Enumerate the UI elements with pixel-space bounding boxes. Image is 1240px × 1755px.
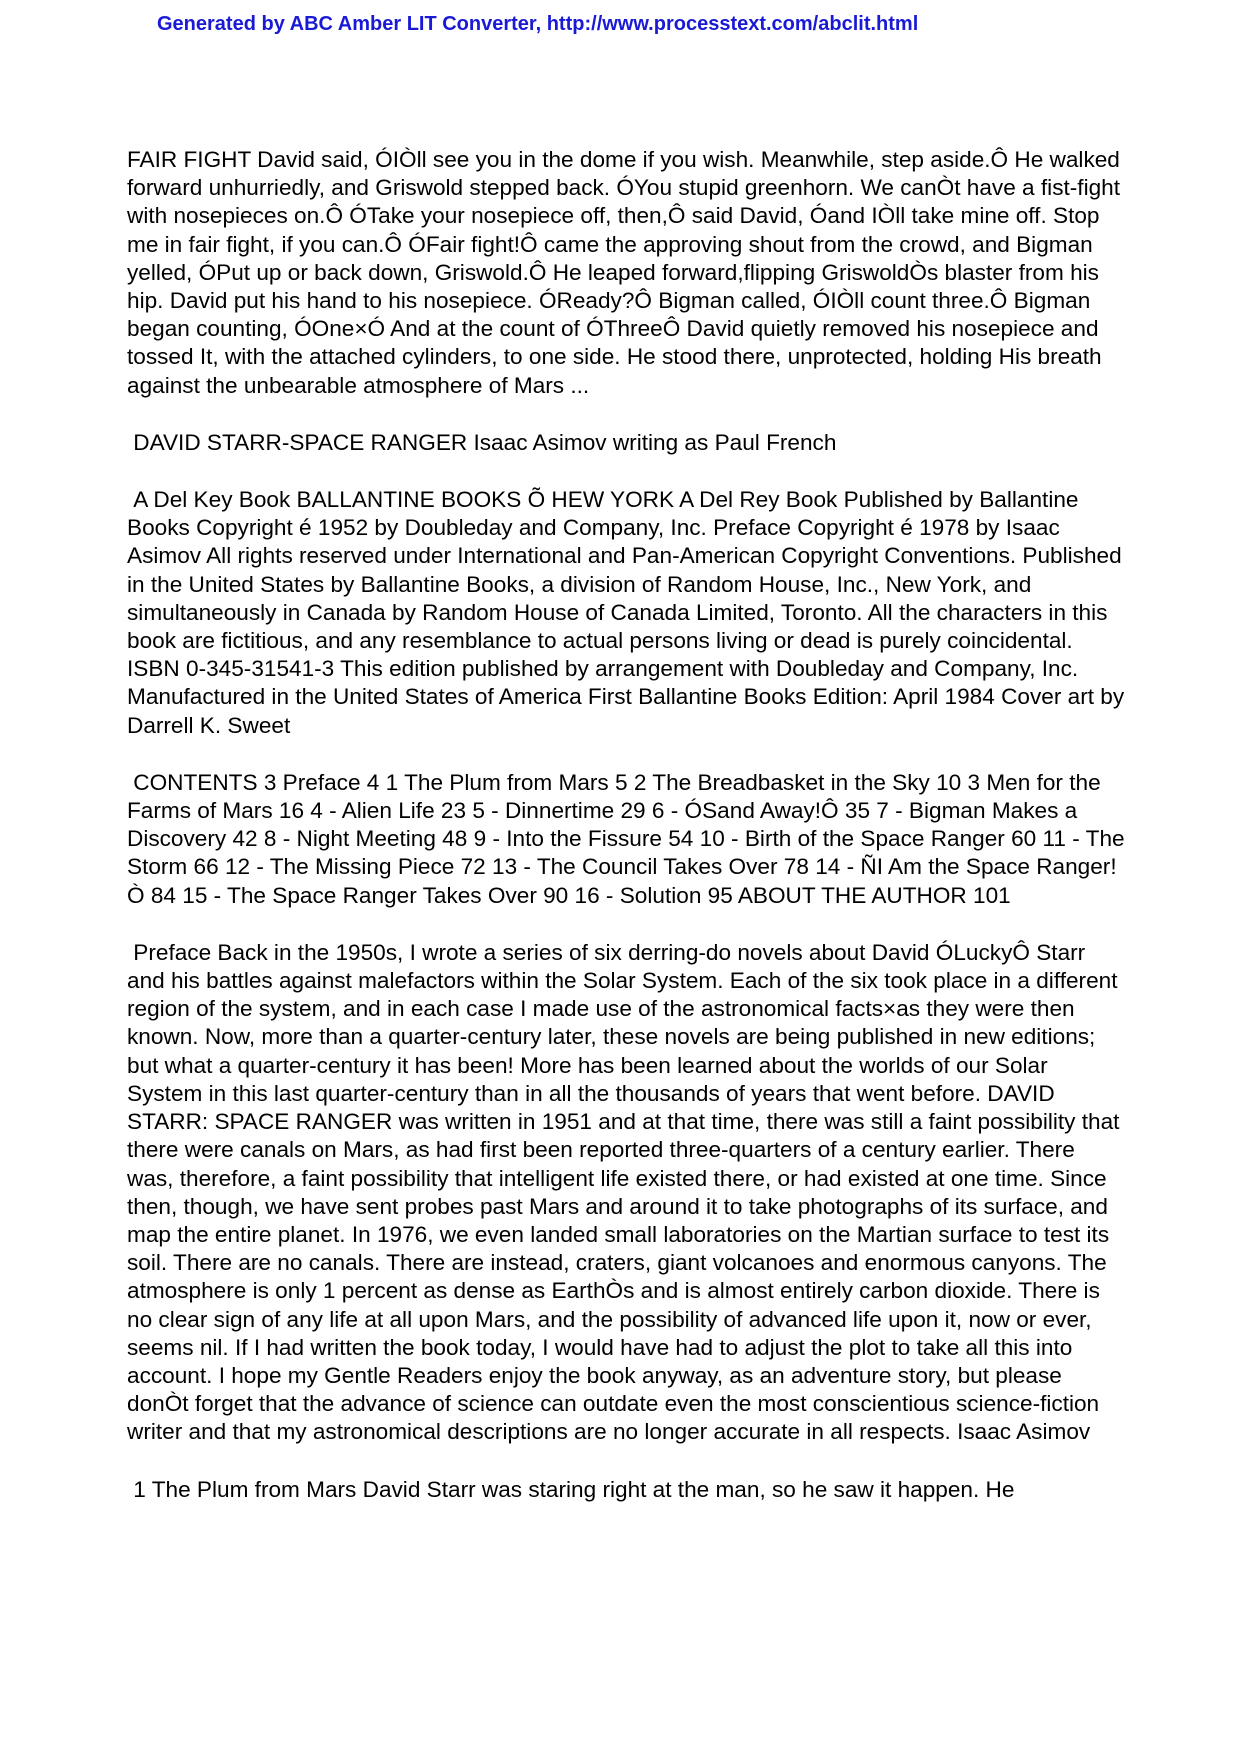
generator-header-link[interactable]: Generated by ABC Amber LIT Converter, http://www.processtext.com/abclit.html xyxy=(157,13,919,35)
document-body xyxy=(127,146,1131,1533)
title-line: DAVID STARR-SPACE RANGER Isaac Asimov writing as Paul French xyxy=(127,429,837,455)
contents-paragraph: CONTENTS 3 Preface 4 1 The Plum from Mars 5 2 The Breadbasket in the Sky 10 3 Men for the Farms of Mars 16 4 - Alien Life 23 5 - Dinnertime 29 6 - ÓSand Away!Ô 35 7 - Bigman Makes a Discovery 42 8 - Night Meeting 48 9 - Into the Fissure 54 10 - Birth of the Space Ranger 60 11 - The Storm 66 12 - The Missing Piece 72 13 - The Council Takes Over 78 14 - ÑI Am the Space Ranger!Ò 84 15 - The Space Ranger Takes Over 90 16 - Solution 95 ABOUT THE AUTHOR 101 xyxy=(127,769,1131,908)
copyright-paragraph: A Del Key Book BALLANTINE BOOKS Õ HEW YORK A Del Rey Book Published by Ballantine Books Copyright é 1952 by Doubleday and Company, Inc. Preface Copyright é 1978 by Isaac Asimov All rights reserved under International and Pan-American Copyright Conventions. Published in the United States by Ballantine Books, a division of Random House, Inc., New York, and simultaneously in Canada by Random House of Canada Limited, Toronto. All the characters in this book are fictitious, and any resemblance to actual persons living or dead is purely coincidental. ISBN 0-345-31541-3 This edition published by arrangement with Doubleday and Company, Inc. Manufactured in the United States of America First Ballantine Books Edition: April 1984 Cover art by Darrell K. Sweet xyxy=(127,487,1131,738)
back-cover-blurb: FAIR FIGHT David said, ÓIÒll see you in the dome if you wish. Meanwhile, step aside.Ô He walked forward unhurriedly, and Griswold stepped back. ÓYou stupid greenhorn. We canÒt have a fist-fight with nosepieces on.Ô ÓTake your nosepiece off, then,Ô said David, Óand IÒll take mine off. Stop me in fair fight, if you can.Ô ÓFair fight!Ô came the approving shout from the crowd, and Bigman yelled, ÓPut up or back down, Griswold.Ô He leaped forward,flipping GriswoldÒs blaster from his hip. David put his hand to his nosepiece. ÓReady?Ô Bigman called, ÓIÒll count three.Ô Bigman began counting, ÓOne×Ó And at the count of ÓThreeÔ David quietly removed his nosepiece and tossed It, with the attached cylinders, to one side. He stood there, unprotected, holding His breath against the unbearable atmosphere of Mars ... xyxy=(127,147,1127,398)
chapter-one-start: 1 The Plum from Mars David Starr was staring right at the man, so he saw it happen. He xyxy=(127,1476,1015,1502)
preface-paragraph: Preface Back in the 1950s, I wrote a series of six derring-do novels about David ÓLuckyÔ Starr and his battles against malefactors within the Solar System. Each of the six took place in a different region of the system, and in each case I made use of the astronomical facts×as they were then known. Now, more than a quarter-century later, these novels are being published in new editions; but what a quarter-century it has been! More has been learned about the worlds of our Solar System in this last quarter-century than in all the thousands of years that went before. DAVID STARR: SPACE RANGER was written in 1951 and at that time, there was still a faint possibility that there were canals on Mars, as had first been reported three-quarters of a century earlier. There was, therefore, a faint possibility that intelligent life existed there, or had existed at one time. Since then, though, we have sent probes past Mars and around it to take photographs of its surface, and map the entire planet. In 1976, we even landed small laboratories on the Martian surface to test its soil. There are no canals. There are instead, craters, giant volcanoes and enormous canyons. The atmosphere is only 1 percent as dense as EarthÒs and is almost entirely carbon dioxide. There is no clear sign of any life at all upon Mars, and the possibility of advanced life upon it, now or ever, seems nil. If I had written the book today, I would have had to adjust the plot to take all this into account. I hope my Gentle Readers enjoy the book anyway, as an adventure story, but please donÒt forget that the advance of science can outdate even the most conscientious science-fiction writer and that my astronomical descriptions are no longer accurate in all respects. Isaac Asimov xyxy=(127,939,1126,1445)
